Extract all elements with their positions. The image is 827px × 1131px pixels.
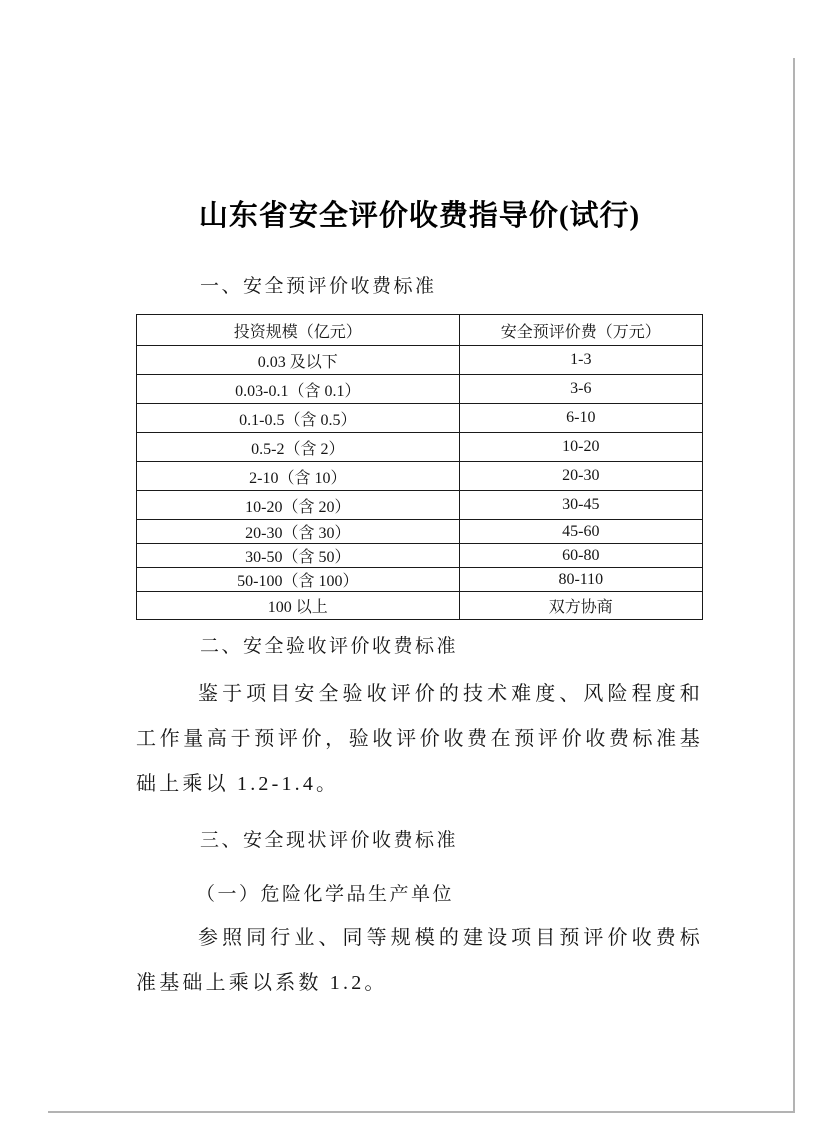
- table-cell: 80-110: [459, 568, 702, 592]
- table-row: [137, 433, 703, 462]
- table-row: [137, 520, 703, 544]
- table-cell: 45-60: [459, 520, 702, 544]
- table-row: [137, 462, 703, 491]
- table-cell: 0.1-0.5（含 0.5）: [137, 404, 460, 433]
- table-row: [137, 404, 703, 433]
- table-cell: 0.5-2（含 2）: [137, 433, 460, 462]
- table-cell: 50-100（含 100）: [137, 568, 460, 592]
- table-row: [137, 346, 703, 375]
- section-3-heading: 三、安全现状评价收费标准: [200, 830, 459, 851]
- table-row: [137, 375, 703, 404]
- table-cell: 2-10（含 10）: [137, 462, 460, 491]
- fee-table-body: [137, 346, 703, 620]
- table-row: [137, 568, 703, 592]
- table-cell: 30-45: [459, 491, 702, 520]
- section-2-heading: 二、安全验收评价收费标准: [200, 636, 459, 657]
- table-cell: 20-30: [459, 462, 702, 491]
- table-cell: 6-10: [459, 404, 702, 433]
- page-edge-right: [793, 58, 795, 1113]
- page-edge-bottom: [48, 1111, 795, 1113]
- table-row: [137, 544, 703, 568]
- pre-evaluation-fee-table: [136, 314, 703, 620]
- section-1-heading: 一、安全预评价收费标准: [200, 276, 437, 297]
- table-row: [137, 491, 703, 520]
- section-3-sub-1-paragraph: 参照同行业、同等规模的建设项目预评价收费标准基础上乘以系数 1.2。: [136, 927, 703, 994]
- table-cell: 100 以上: [137, 592, 460, 620]
- table-cell: 20-30（含 30）: [137, 520, 460, 544]
- section-2-paragraph: 鉴于项目安全验收评价的技术难度、风险程度和工作量高于预评价，验收评价收费在预评价收费标准基础上乘以 1.2-1.4。: [136, 683, 703, 795]
- table-column-header: 安全预评价费（万元）: [459, 315, 702, 346]
- table-row: [137, 592, 703, 620]
- table-cell: 1-3: [459, 346, 702, 375]
- table-cell: 双方协商: [459, 592, 702, 620]
- table-cell: 0.03 及以下: [137, 346, 460, 375]
- table-cell: 10-20（含 20）: [137, 491, 460, 520]
- fee-table-header-row: [137, 315, 703, 346]
- section-3-sub-1-heading: （一）危险化学品生产单位: [196, 884, 455, 905]
- table-column-header: 投资规模（亿元）: [137, 315, 460, 346]
- table-cell: 30-50（含 50）: [137, 544, 460, 568]
- table-cell: 0.03-0.1（含 0.1）: [137, 375, 460, 404]
- table-cell: 60-80: [459, 544, 702, 568]
- table-cell: 10-20: [459, 433, 702, 462]
- table-cell: 3-6: [459, 375, 702, 404]
- document-title: 山东省安全评价收费指导价(试行): [198, 200, 641, 232]
